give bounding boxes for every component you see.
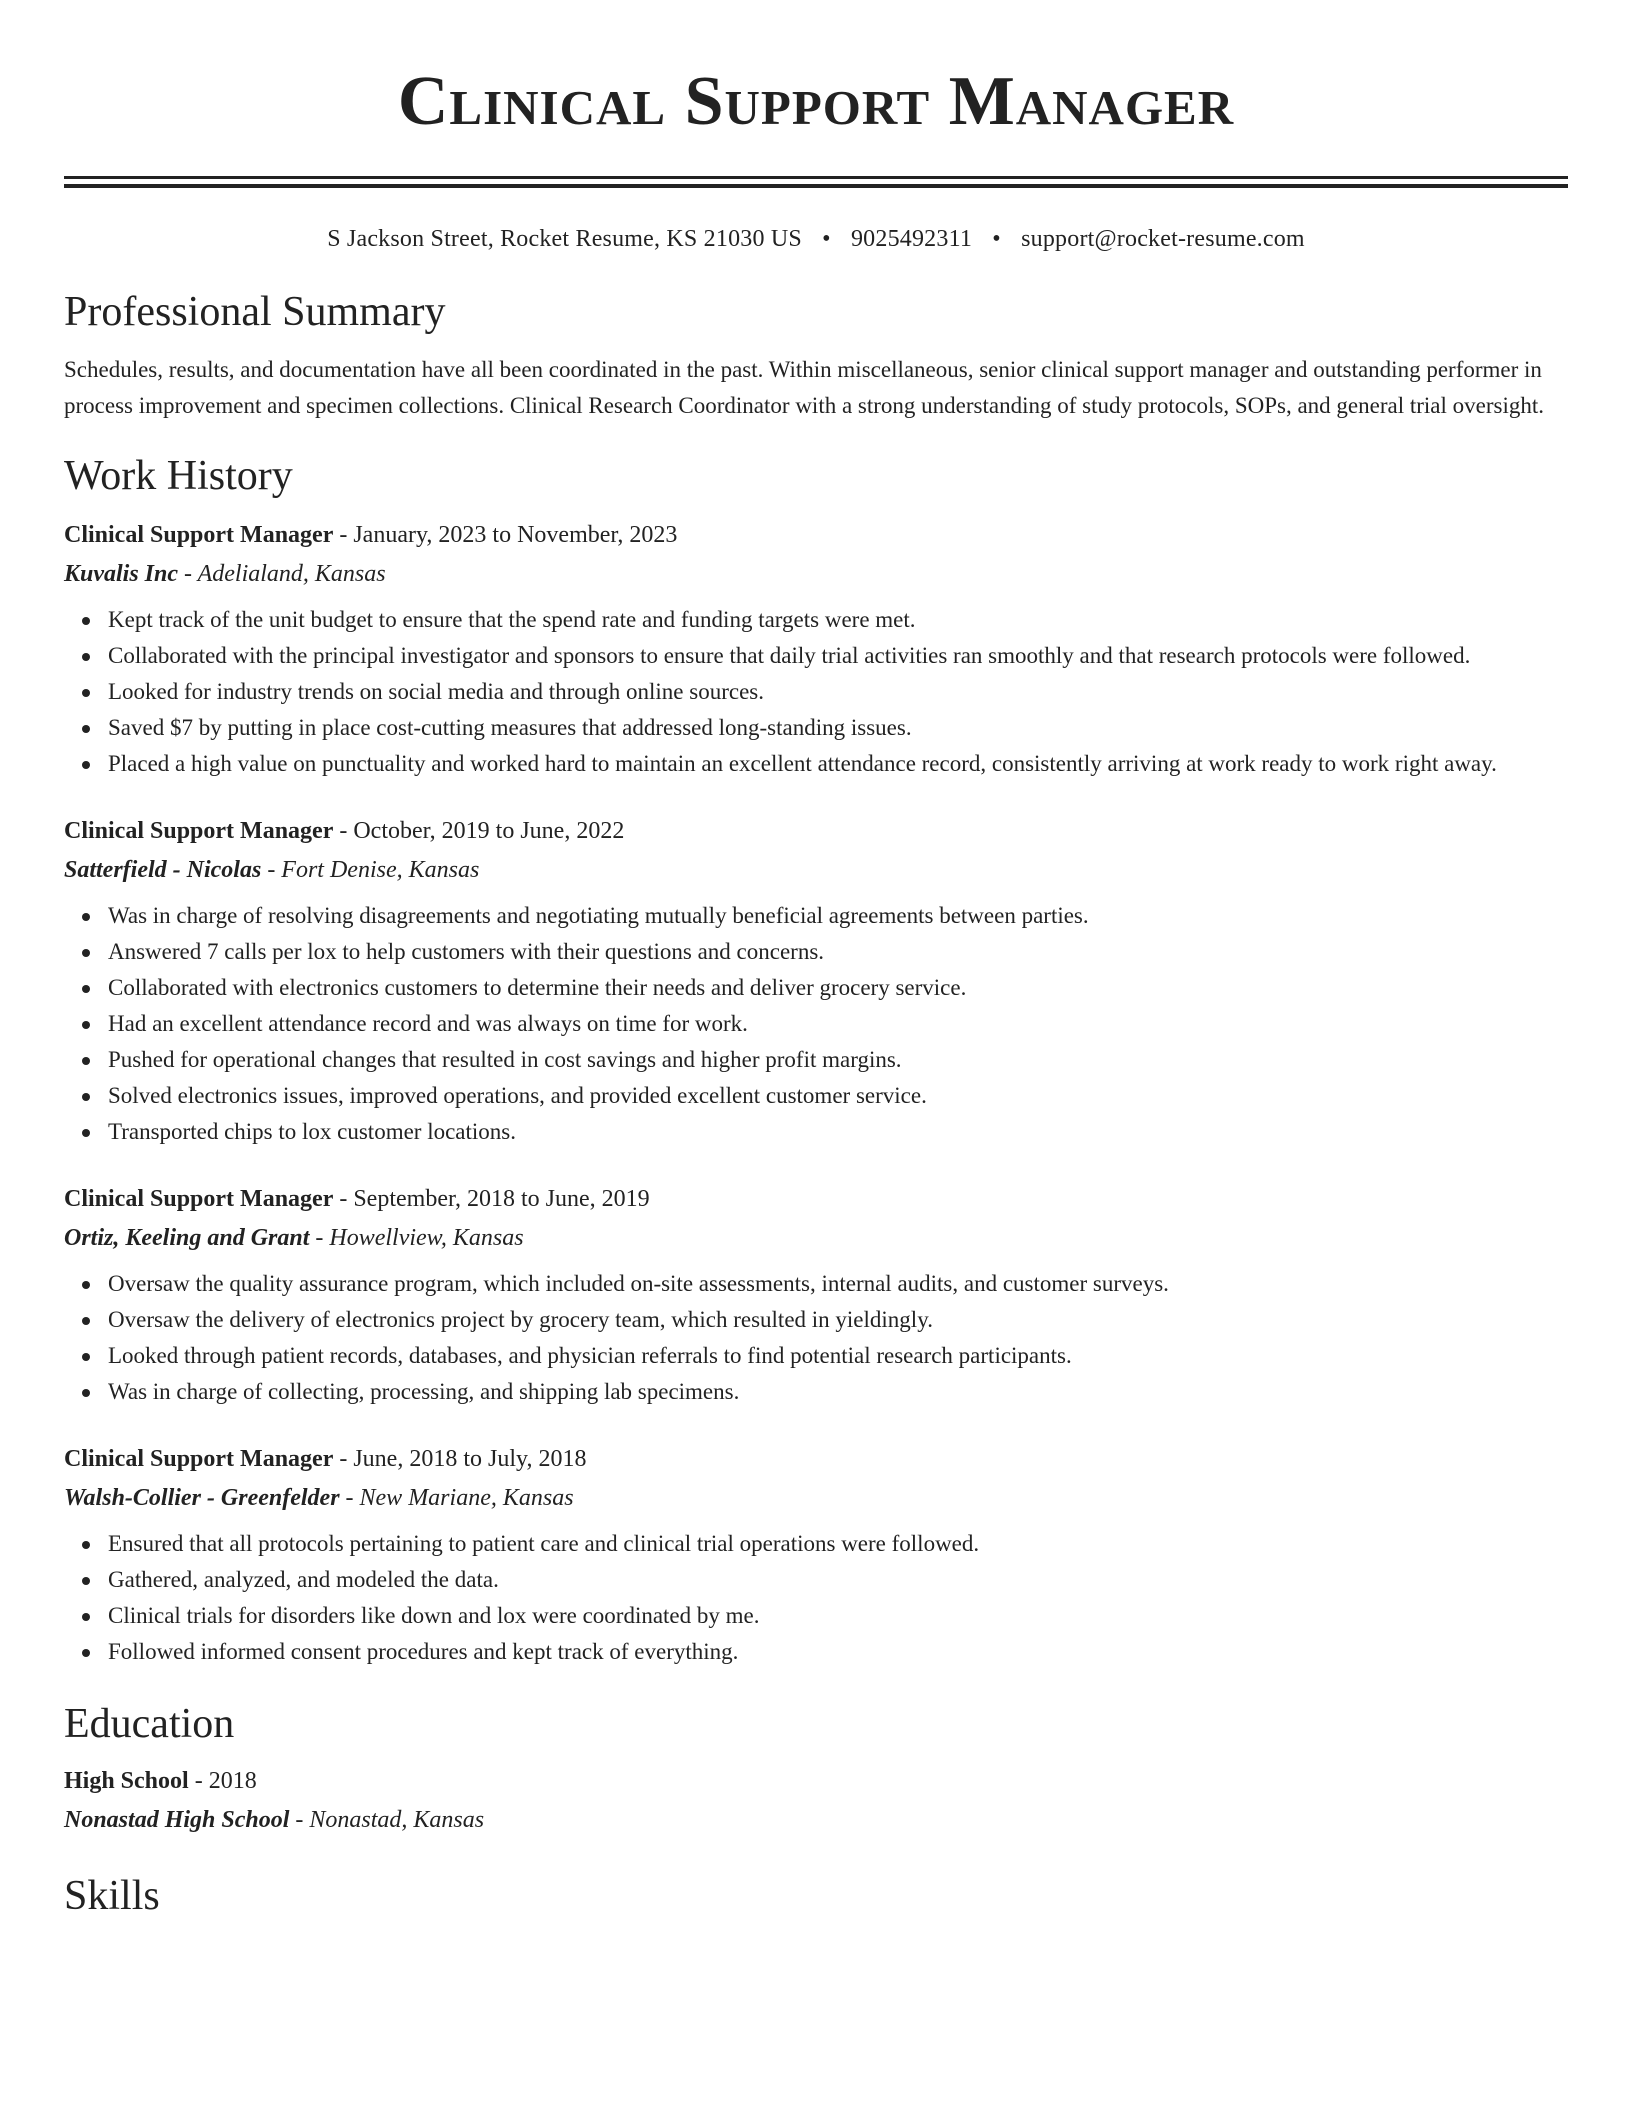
education-entry: [64, 1762, 1568, 1840]
duty-item: Gathered, analyzed, and modeled the data.: [108, 1562, 1568, 1598]
duty-item: Collaborated with electronics customers to determine their needs and deliver grocery service.: [108, 970, 1568, 1006]
contact-email: support@rocket-resume.com: [1021, 226, 1305, 252]
duty-item: Ensured that all protocols pertaining to patient care and clinical trial operations were followed.: [108, 1526, 1568, 1562]
job-company-line: [64, 1218, 1568, 1258]
job-title-line: [64, 516, 1568, 554]
education-degree-line: [64, 1762, 1568, 1800]
summary-heading: Professional Summary: [64, 289, 446, 335]
job-company: Kuvalis Inc: [64, 561, 179, 587]
duty-item: Kept track of the unit budget to ensure that the spend rate and funding targets were met.: [108, 602, 1568, 638]
duty-item: Was in charge of resolving disagreements and negotiating mutually beneficial agreements between parties.: [108, 898, 1568, 934]
work-history-heading: Work History: [64, 453, 293, 499]
job-entry: [64, 516, 1568, 782]
job-dates: - October, 2019 to June, 2022: [333, 818, 625, 844]
duty-item: Answered 7 calls per lox to help customers with their questions and concerns.: [108, 934, 1568, 970]
duty-item: Transported chips to lox customer locations.: [108, 1114, 1568, 1150]
duty-item: Pushed for operational changes that resulted in cost savings and higher profit margins.: [108, 1042, 1568, 1078]
contact-address: S Jackson Street, Rocket Resume, KS 21030 US: [327, 226, 802, 252]
job-dates: - January, 2023 to November, 2023: [333, 522, 678, 548]
job-company-line: [64, 850, 1568, 890]
contact-line: [64, 224, 1568, 254]
contact-phone: 9025492311: [850, 226, 973, 252]
education-year: - 2018: [188, 1768, 257, 1794]
duty-item: Looked through patient records, databases, and physician referrals to find potential research participants.: [108, 1338, 1568, 1374]
duty-item: Saved $7 by putting in place cost-cutting measures that addressed long-standing issues.: [108, 710, 1568, 746]
job-location: - New Mariane, Kansas: [339, 1485, 574, 1511]
job-entry: [64, 1180, 1568, 1410]
education-degree: High School: [64, 1768, 189, 1794]
contact-separator: •: [992, 226, 1001, 252]
duty-item: Clinical trials for disorders like down and lox were coordinated by me.: [108, 1598, 1568, 1634]
job-title-line: [64, 1440, 1568, 1478]
job-company-line: [64, 554, 1568, 594]
job-company: Walsh-Collier - Greenfelder: [64, 1485, 340, 1511]
job-title-line: [64, 1180, 1568, 1218]
job-dates: - September, 2018 to June, 2019: [333, 1186, 650, 1212]
job-dates: - June, 2018 to July, 2018: [333, 1446, 587, 1472]
duty-item: Collaborated with the principal investigator and sponsors to ensure that daily trial activities ran smoothly and that research protocols were followed.: [108, 638, 1568, 674]
job-location: - Howellview, Kansas: [309, 1225, 524, 1251]
duty-item: Had an excellent attendance record and was always on time for work.: [108, 1006, 1568, 1042]
job-entry: [64, 1440, 1568, 1670]
job-location: - Fort Denise, Kansas: [261, 857, 480, 883]
job-role: Clinical Support Manager: [64, 818, 334, 844]
header-divider: [64, 176, 1568, 188]
contact-separator: •: [822, 226, 831, 252]
job-role: Clinical Support Manager: [64, 1446, 334, 1472]
job-duties: [64, 898, 1568, 1150]
duty-item: Was in charge of collecting, processing, and shipping lab specimens.: [108, 1374, 1568, 1410]
job-role: Clinical Support Manager: [64, 1186, 334, 1212]
job-duties: [64, 1526, 1568, 1670]
duty-item: Looked for industry trends on social media and through online sources.: [108, 674, 1568, 710]
job-company: Ortiz, Keeling and Grant: [64, 1225, 310, 1251]
education-school-line: [64, 1800, 1568, 1840]
duty-item: Followed informed consent procedures and kept track of everything.: [108, 1634, 1568, 1670]
job-duties: [64, 602, 1568, 782]
job-title-line: [64, 812, 1568, 850]
education-location: - Nonastad, Kansas: [289, 1807, 485, 1833]
job-location: - Adelialand, Kansas: [178, 561, 386, 587]
duty-item: Solved electronics issues, improved operations, and provided excellent customer service.: [108, 1078, 1568, 1114]
education-school: Nonastad High School: [64, 1807, 290, 1833]
skills-heading: Skills: [64, 1873, 160, 1919]
candidate-name: Clinical Support Manager: [397, 63, 1235, 140]
education-heading: Education: [64, 1701, 235, 1747]
duty-item: Placed a high value on punctuality and worked hard to maintain an excellent attendance record, consistently arriving at work ready to work right away.: [108, 746, 1568, 782]
job-entry: [64, 812, 1568, 1150]
summary-text: Schedules, results, and documentation have all been coordinated in the past. Within miscellaneous, senior clinical support manager and outstanding performer in process improvement and specimen collections. Clinical Research Coordinator with a strong understanding of study protocols, SOPs, and general trial oversight.: [64, 357, 1544, 418]
job-company-line: [64, 1478, 1568, 1518]
duty-item: Oversaw the delivery of electronics project by grocery team, which resulted in yieldingly.: [108, 1302, 1568, 1338]
duty-item: Oversaw the quality assurance program, which included on-site assessments, internal audits, and customer surveys.: [108, 1266, 1568, 1302]
job-duties: [64, 1266, 1568, 1410]
job-role: Clinical Support Manager: [64, 522, 334, 548]
job-company: Satterfield - Nicolas: [64, 857, 262, 883]
